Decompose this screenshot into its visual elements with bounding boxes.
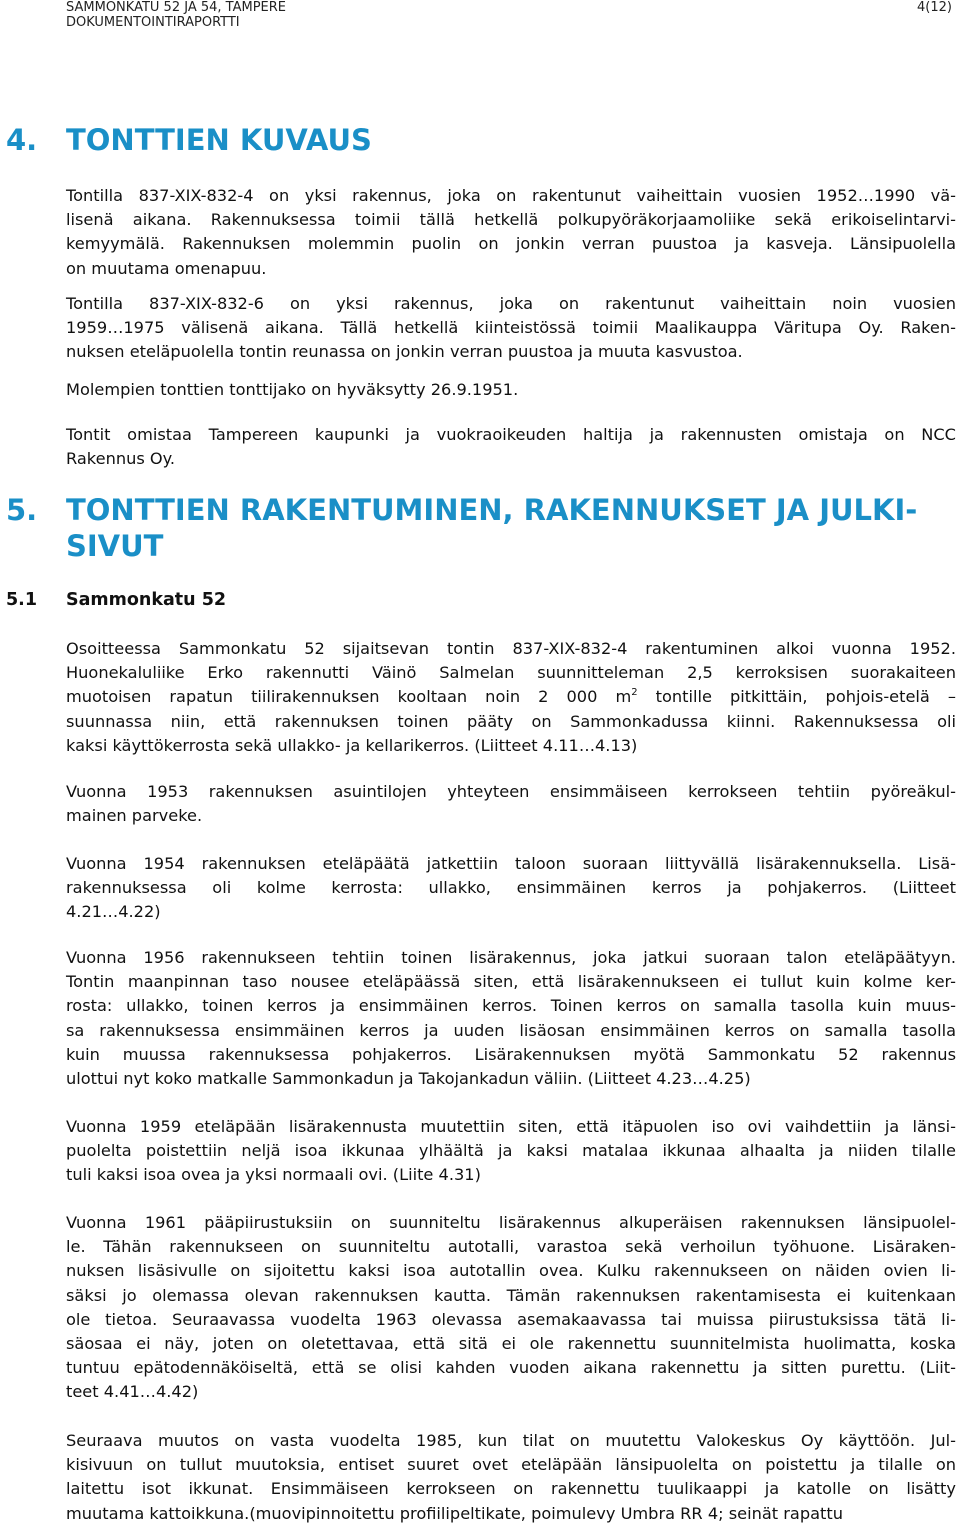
text-line: Molempien tonttien tonttijako on hyväksytty 26.9.1951.	[66, 380, 519, 399]
text-line: tuntuu epätodennäköiseltä, että se olisi kahden vuoden aikana rakennettu ja sitten purettu. (Liit-	[66, 1358, 956, 1378]
subsection-title: Sammonkatu 52	[66, 590, 227, 610]
text-line: sa rakennuksessa ensimmäinen kerros ja uuden lisäosan ensimmäinen kerros on samalla tasolla	[66, 1020, 956, 1040]
text-line: Vuonna 1956 rakennukseen tehtiin toinen lisärakennus, joka jatkui suoraan talon eteläpäätyyn.	[66, 948, 956, 967]
paragraph-construction-1952	[66, 637, 956, 758]
header-title: SAMMONKATU 52 JA 54, TAMPERE	[66, 0, 286, 15]
text-line: nuksen lisäsivulle on sijoitettu kaksi isoa autotallin ovea. Kulku rakennukseen on näiden ovien li-	[66, 1261, 956, 1281]
paragraph-1954	[66, 852, 956, 925]
text-line: Tontilla 837-XIX-832-4 on yksi rakennus, joka on rakentunut vaiheittain vuosien 1952…1990 vä-	[66, 186, 956, 205]
text-line: Rakennus Oy.	[66, 449, 176, 469]
text-line: Vuonna 1953 rakennuksen asuintilojen yhteyteen ensimmäiseen kerrokseen tehtiin pyöreäkul-	[66, 782, 956, 801]
section-5-1-heading	[6, 588, 227, 612]
text-line: le. Tähän rakennukseen on suunniteltu autotalli, varastoa sekä verhoilun työhuone. Lisäraken-	[66, 1237, 956, 1257]
paragraph-1985	[66, 1429, 956, 1526]
page-header	[66, 0, 952, 30]
text-line: rakennuksessa oli kolme kerrosta: ullakko, ensimmäinen kerros ja pohjakerros. (Liitteet	[66, 878, 956, 898]
text-line: Vuonna 1961 pääpiirustuksiin on suunniteltu lisärakennus alkuperäisen rakennuksen länsipuolel-	[66, 1213, 956, 1232]
paragraph-1961	[66, 1211, 956, 1405]
text-line: Osoitteessa Sammonkatu 52 sijaitsevan tontin 837-XIX-832-4 rakentuminen alkoi vuonna 1952.	[66, 639, 956, 658]
text-fragment: tontille pitkittäin, pohjois-etelä –	[637, 687, 956, 707]
section-4-heading	[6, 122, 956, 158]
text-line: ole tietoa. Seuraavassa vuodelta 1963 olevassa asemakaavassa tai muissa piirustuksissa tätä li-	[66, 1309, 956, 1329]
paragraph-ownership	[66, 423, 956, 471]
text-line: Tontilla 837-XIX-832-6 on yksi rakennus, joka on rakentunut vaiheittain noin vuosien	[66, 294, 956, 313]
text-line: kemyymälä. Rakennuksen molemmin puolin on jonkin verran puustoa ja kasveja. Länsipuolella	[66, 234, 956, 254]
text-line: säosaa ei näy, joten on oletettavaa, että sitä ei ole rakennettu suunnitelmista huolimatta, koska	[66, 1334, 956, 1354]
text-line: laitettu isot ikkunat. Ensimmäiseen kerrokseen on rakennettu tuulikaappi ja katolle on lisätty	[66, 1479, 956, 1499]
text-line: 4.21…4.22)	[66, 902, 161, 922]
paragraph-1953	[66, 780, 956, 828]
text-line: rosta: ullakko, toinen kerros ja ensimmäinen kerros. Toinen kerros on samalla tasolla kuin muus-	[66, 996, 956, 1016]
text-line: suunnassa niin, että rakennuksen toinen pääty on Sammonkadussa kiinni. Rakennuksessa oli	[66, 711, 956, 731]
section-number: 5.	[6, 493, 38, 527]
text-fragment: muotoisen rapatun tiilirakennuksen kooltaan noin 2 000 m	[66, 687, 632, 707]
text-line: mainen parveke.	[66, 806, 203, 826]
text-line: 1959…1975 välisenä aikana. Tällä hetkellä kiinteistössä toimii Maalikauppa Väritupa Oy. Raken-	[66, 318, 956, 338]
section-title: TONTTIEN KUVAUS	[66, 123, 372, 157]
text-line-with-area	[66, 685, 956, 709]
text-line: Seuraava muutos on vasta vuodelta 1985, kun tilat on muutettu Valokeskus Oy käyttöön. Jul-	[66, 1431, 956, 1450]
page-number: 4(12)	[917, 0, 952, 15]
paragraph-plot-division	[66, 378, 956, 402]
section-number: 4.	[6, 123, 38, 157]
text-line: teet 4.41…4.42)	[66, 1382, 199, 1402]
text-line: muutama kattoikkuna.(muovipinnoitettu profiilipeltikate, poimulevy Umbra RR 4; seinät rapattu	[66, 1503, 843, 1523]
paragraph-1956	[66, 946, 956, 1091]
text-line: tuli kaksi isoa ovea ja yksi normaali ovi. (Liite 4.31)	[66, 1165, 481, 1185]
text-line: kisivuun on tullut muutoksia, entiset suuret ovet eteläpään länsipuolelta on poistettu ja tilalle on	[66, 1455, 956, 1475]
section-title-line-2: SIVUT	[66, 529, 164, 563]
paragraph-lines-a	[66, 637, 956, 685]
subsection-number: 5.1	[6, 590, 38, 610]
superscript-2: 2	[631, 687, 638, 699]
text-line: nuksen eteläpuolella tontin reunassa on jonkin verran puustoa ja muuta kasvustoa.	[66, 342, 743, 362]
paragraph-1959	[66, 1115, 956, 1188]
paragraph-plot-832-4	[66, 184, 956, 281]
section-5-heading	[6, 492, 956, 564]
text-line: Tontit omistaa Tampereen kaupunki ja vuokraoikeuden haltija ja rakennusten omistaja on NCC	[66, 425, 956, 444]
text-line: kuin muussa rakennuksessa pohjakerros. Lisärakennuksen myötä Sammonkatu 52 rakennus	[66, 1044, 956, 1064]
text-line: kaksi käyttökerrosta sekä ullakko- ja kellarikerros. (Liitteet 4.11…4.13)	[66, 735, 638, 755]
text-line: säksi jo olemassa olevan rakennuksen kautta. Tämän rakennuksen rakentamisesta ei kuitenkaan	[66, 1285, 956, 1305]
section-title-line-1: TONTTIEN RAKENTUMINEN, RAKENNUKSET JA JULKI-	[66, 493, 918, 527]
text-line: puolelta poistettiin neljä isoa ikkunaa ylhäältä ja kaksi matalaa ikkunaa alhaalta ja niiden tilalle	[66, 1141, 956, 1161]
paragraph-lines-b	[66, 710, 956, 758]
text-line: Vuonna 1954 rakennuksen eteläpäätä jatkettiin taloon suoraan liittyvällä lisärakennuksella. Lisä-	[66, 854, 956, 873]
text-line: ulottui nyt koko matkalle Sammonkadun ja Takojankadun väliin. (Liitteet 4.23…4.25)	[66, 1069, 751, 1089]
text-line: on muutama omenapuu.	[66, 258, 267, 278]
text-line: Vuonna 1959 eteläpään lisärakennusta muutettiin siten, että itäpuolen iso ovi vaihdettiin ja länsi-	[66, 1117, 956, 1136]
text-line: lisenä aikana. Rakennuksessa toimii tällä hetkellä polkupyöräkorjaamoliike sekä erikoiselintarvi-	[66, 210, 956, 230]
text-line: Tontin maanpinnan taso nousee eteläpäässä siten, että lisärakennukseen ei tullut kuin kolme ker-	[66, 972, 956, 992]
header-subtitle: DOKUMENTOINTIRAPORTTI	[66, 15, 240, 30]
text-line: Huonekaluliike Erko rakennutti Väinö Salmelan suunnittelеman 2,5 kerroksisen suorakaiteen	[66, 663, 956, 683]
paragraph-plot-832-6	[66, 292, 956, 365]
